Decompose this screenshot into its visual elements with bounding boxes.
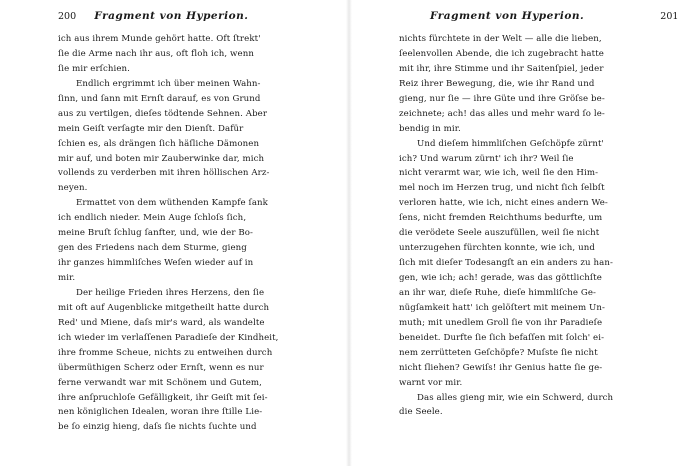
text-line: ich? Und warum zürnt' ich ihr? Weil ſie bbox=[399, 153, 574, 164]
right-page-header bbox=[430, 10, 678, 22]
left-page-number: 200 bbox=[58, 11, 77, 22]
text-line: nügſamkeit hatt' ich gelöſtert mit meinem Un- bbox=[399, 302, 606, 313]
text-line: Der heilige Frieden ihres Herzens, den ſie bbox=[76, 287, 265, 298]
left-page-header bbox=[58, 10, 248, 22]
text-line: verloren hatte, wie ich, nicht eines andern We- bbox=[399, 198, 608, 209]
right-page-number: 201 bbox=[660, 11, 679, 22]
text-line: ſie die Arme nach ihr aus, oft floh ich, wenn bbox=[58, 48, 254, 59]
text-line: ihre fromme Scheue, nichts zu entweihen durch bbox=[58, 347, 273, 358]
text-line: vollends zu verderben mit ihren höllischen Arz- bbox=[58, 168, 270, 179]
right-page-body bbox=[399, 32, 669, 420]
text-line: ſeelenvollen Abende, die ich zugebracht hatte bbox=[399, 48, 604, 59]
text-line: be ſo einzig hieng, daſs ſie nichts ſuchte und bbox=[58, 422, 257, 433]
text-line: mel noch im Herzen trug, und nicht ſich ſelbſt bbox=[399, 183, 605, 194]
text-line: nem zerrütteten Geſchöpfe? Muſste ſie nicht bbox=[399, 347, 598, 358]
text-line: nicht ſliehen? Gewiſs! ihr Genius hatte ſie ge- bbox=[399, 362, 603, 373]
text-line: ich aus ihrem Munde gehört hatte. Oft ſtrekt' bbox=[58, 34, 261, 44]
text-line: warnt vor mir. bbox=[399, 377, 463, 388]
text-line: Reiz ihrer Bewegung, die, wie ihr Rand und bbox=[399, 78, 595, 89]
text-line: mir auf, und boten mir Zauberwinke dar, mich bbox=[58, 153, 265, 164]
text-line: zeichnete; ach! das alles und mehr ward ſo le- bbox=[399, 108, 605, 119]
text-line: nen königlichen Idealen, woran ihre ſtille Lie- bbox=[58, 407, 263, 418]
text-line: ſie mir erſchien. bbox=[58, 63, 131, 74]
text-line: nicht verarmt war, wie ich, weil ſie den Him- bbox=[399, 168, 599, 179]
text-line: meine Bruſt ſchlug ſanfter, und, wie der Bo- bbox=[58, 228, 254, 239]
text-line: gen des Friedens nach dem Sturme, gieng bbox=[58, 243, 247, 254]
text-line: mit ihr, ihre Stimme und ihr Saitenſpiel, jeder bbox=[399, 63, 604, 74]
text-line: gieng, nur ſie — ihre Güte und ihre Gröſse be- bbox=[399, 93, 605, 104]
left-page-body bbox=[58, 32, 302, 435]
text-line: die verödete Seele auszufüllen, weil ſie nicht bbox=[399, 228, 600, 239]
text-line: mein Geiſt verſagte mir den Dienſt. Dafür bbox=[58, 123, 244, 134]
text-line: ferne verwandt war mit Schönem und Gutem, bbox=[58, 377, 263, 388]
text-line: ihr ganzes himmliſches Weſen wieder auf in bbox=[58, 258, 254, 269]
text-line: muth; mit unedlem Groll ſie von ihr Paradieſe bbox=[399, 317, 603, 328]
text-line: aus zu vertilgen, dieſes tödtende Sehnen. Aber bbox=[58, 108, 268, 119]
text-line: Und dieſem himmliſchen Geſchöpfe zürnt' bbox=[417, 138, 605, 149]
text-line: Red' und Miene, daſs mir's ward, als wandelte bbox=[58, 317, 265, 328]
text-line: beneidet. Durfte ſie ſich befaſſen mit ſolch' ei- bbox=[399, 332, 605, 343]
text-line: mit oft auf Augenblicke mitgetheilt hatte durch bbox=[58, 302, 270, 313]
text-line: mir. bbox=[58, 273, 76, 283]
right-running-title: Fragment von Hyperion. bbox=[430, 10, 585, 22]
text-line: ich wieder im verlaſſenen Paradieſe der Kindheit, bbox=[58, 332, 279, 343]
text-line: neyen. bbox=[58, 183, 88, 194]
text-line: Das alles gieng mir, wie ein Schwerd, durch bbox=[417, 392, 614, 403]
text-line: übermüthigen Scherz oder Ernſt, wenn es nur bbox=[58, 362, 264, 373]
text-line: ſens, nicht fremden Reichthums bedurfte, um bbox=[399, 213, 603, 224]
text-line: nichts fürchtete in der Welt — alle die lieben, bbox=[399, 34, 602, 44]
text-line: ich endlich nieder. Mein Auge ſchloſs ſich, bbox=[58, 213, 247, 224]
text-line: die Seele. bbox=[399, 407, 443, 418]
text-line: unterzugehen fürchten konnte, wie ich, und bbox=[399, 243, 595, 254]
text-line: Ermattet von dem wüthenden Kampfe ſank bbox=[76, 198, 268, 209]
text-line: an ihr war, dieſe Ruhe, dieſe himmliſche Ge- bbox=[399, 287, 597, 298]
text-line: ſchien es, als drängen ſich häſliche Dämonen bbox=[58, 138, 260, 149]
text-line: ſich mit dieſer Todesangſt an ein anders zu han- bbox=[399, 258, 613, 269]
left-running-title: Fragment von Hyperion. bbox=[94, 10, 249, 22]
text-line: ſinn, und ſann mit Ernſt darauf, es von Grund bbox=[58, 93, 261, 104]
text-line: Endlich ergrimmt ich über meinen Wahn- bbox=[76, 78, 261, 89]
text-line: bendig in mir. bbox=[399, 123, 461, 134]
text-line: gen, wie ich; ach! gerade, was das göttlichſte bbox=[399, 273, 602, 283]
text-line: ihre anſpruchloſe Gefälligkeit, ihr Geiſt mit ſei- bbox=[58, 392, 268, 403]
right-page bbox=[349, 0, 698, 466]
